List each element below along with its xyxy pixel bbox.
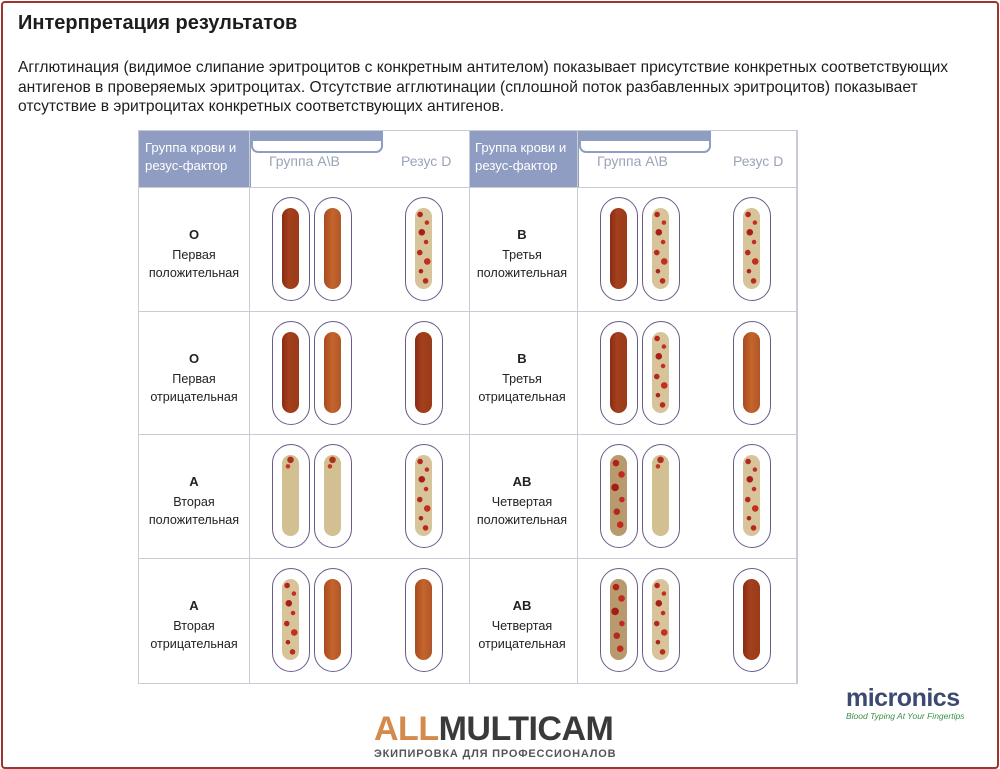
tube-sample xyxy=(743,455,760,536)
header-col-d-left: Резус D xyxy=(401,153,452,169)
test-tube xyxy=(600,444,638,548)
allmulticam-logo xyxy=(374,712,624,760)
tube-sample xyxy=(282,208,299,289)
tube-sample xyxy=(652,332,669,413)
tube-sample xyxy=(743,332,760,413)
test-tube xyxy=(733,444,771,548)
table-divider xyxy=(249,131,250,683)
tube-sample xyxy=(415,579,432,660)
blood-group-label xyxy=(139,226,249,282)
test-tube xyxy=(314,197,352,301)
tube-sample xyxy=(324,455,341,536)
tube-sample xyxy=(324,332,341,413)
test-tube xyxy=(600,197,638,301)
tube-sample xyxy=(282,455,299,536)
blood-group-name: O xyxy=(188,227,200,242)
header-col-ab-left: Группа A\B xyxy=(269,153,340,169)
tube-sample xyxy=(743,579,760,660)
test-tube xyxy=(733,321,771,425)
blood-group-label xyxy=(467,597,577,653)
tube-sample xyxy=(415,455,432,536)
tube-sample xyxy=(610,332,627,413)
blood-group-description: Третья отрицательная xyxy=(478,372,566,404)
blood-group-description: Вторая положительная xyxy=(148,495,240,527)
blood-group-name: B xyxy=(517,351,527,366)
blood-group-label xyxy=(467,226,577,282)
test-tube xyxy=(642,444,680,548)
header-tab-right xyxy=(579,131,711,153)
blood-group-description: Первая отрицательная xyxy=(150,372,238,404)
tube-sample xyxy=(652,455,669,536)
test-tube xyxy=(600,568,638,672)
header-tab-left xyxy=(251,131,383,153)
blood-group-name: A xyxy=(189,598,199,613)
test-tube xyxy=(272,321,310,425)
blood-group-description: Третья положительная xyxy=(476,248,568,280)
test-tube xyxy=(642,197,680,301)
blood-group-description: Четвертая отрицательная xyxy=(478,619,566,651)
test-tube xyxy=(405,568,443,672)
table-divider xyxy=(139,434,797,435)
blood-group-label xyxy=(139,473,249,529)
tube-sample xyxy=(610,208,627,289)
page-title: Интерпретация результатов xyxy=(18,12,298,34)
blood-group-description: Четвертая положительная xyxy=(476,495,568,527)
tube-sample xyxy=(415,208,432,289)
micronics-tagline: Blood Typing At Your Fingertips xyxy=(846,711,965,721)
table-divider xyxy=(139,311,797,312)
blood-group-label xyxy=(139,597,249,653)
tube-sample xyxy=(652,579,669,660)
micronics-name: micronics xyxy=(846,684,960,712)
test-tube xyxy=(405,321,443,425)
test-tube xyxy=(733,197,771,301)
tube-sample xyxy=(610,579,627,660)
test-tube xyxy=(314,321,352,425)
test-tube xyxy=(314,568,352,672)
tube-sample xyxy=(282,579,299,660)
blood-group-label xyxy=(139,350,249,406)
table-divider xyxy=(139,187,797,188)
test-tube xyxy=(314,444,352,548)
allmulticam-part-a: ALL xyxy=(374,710,439,748)
blood-group-label xyxy=(467,350,577,406)
header-col-d-right: Резус D xyxy=(733,153,784,169)
test-tube xyxy=(600,321,638,425)
tube-sample xyxy=(415,332,432,413)
tube-sample xyxy=(324,579,341,660)
blood-group-label xyxy=(467,473,577,529)
description-text: Агглютинация (видимое слипание эритроцитов с конкретным антителом) показывает присутствие конкретных соответствующих антигенов в проверяемых эритроцитах. Отсутствие агглютинации (сплошной поток разбавленных эритроцитов) показывает отсутствие в эритроцитах конкретных соответствующих антигенов. xyxy=(18,59,949,115)
blood-group-description: Вторая отрицательная xyxy=(150,619,238,651)
blood-group-name: B xyxy=(517,227,527,242)
test-tube xyxy=(642,568,680,672)
test-tube xyxy=(405,444,443,548)
tube-sample xyxy=(282,332,299,413)
blood-group-name: O xyxy=(188,351,200,366)
tube-sample xyxy=(610,455,627,536)
header-group-label-left: Группа крови и резус-фактор xyxy=(139,131,251,187)
table-divider xyxy=(139,558,797,559)
test-tube xyxy=(272,197,310,301)
blood-group-name: AB xyxy=(512,598,532,613)
test-tube xyxy=(405,197,443,301)
test-tube xyxy=(272,444,310,548)
tube-sample xyxy=(652,208,669,289)
test-tube xyxy=(733,568,771,672)
test-tube xyxy=(272,568,310,672)
blood-group-name: AB xyxy=(512,474,532,489)
table-divider xyxy=(796,131,797,683)
micronics-logo xyxy=(846,684,976,721)
tube-sample xyxy=(324,208,341,289)
header-col-ab-right: Группа A\B xyxy=(597,153,668,169)
allmulticam-part-b: MULTICAM xyxy=(438,710,614,748)
results-table xyxy=(138,130,798,684)
allmulticam-tagline: ЭКИПИРОВКА ДЛЯ ПРОФЕССИОНАЛОВ xyxy=(374,748,617,760)
test-tube xyxy=(642,321,680,425)
tube-sample xyxy=(743,208,760,289)
table-divider xyxy=(577,131,578,683)
blood-group-description: Первая положительная xyxy=(148,248,240,280)
header-group-label-right: Группа крови и резус-фактор xyxy=(469,131,579,187)
blood-group-name: A xyxy=(189,474,199,489)
